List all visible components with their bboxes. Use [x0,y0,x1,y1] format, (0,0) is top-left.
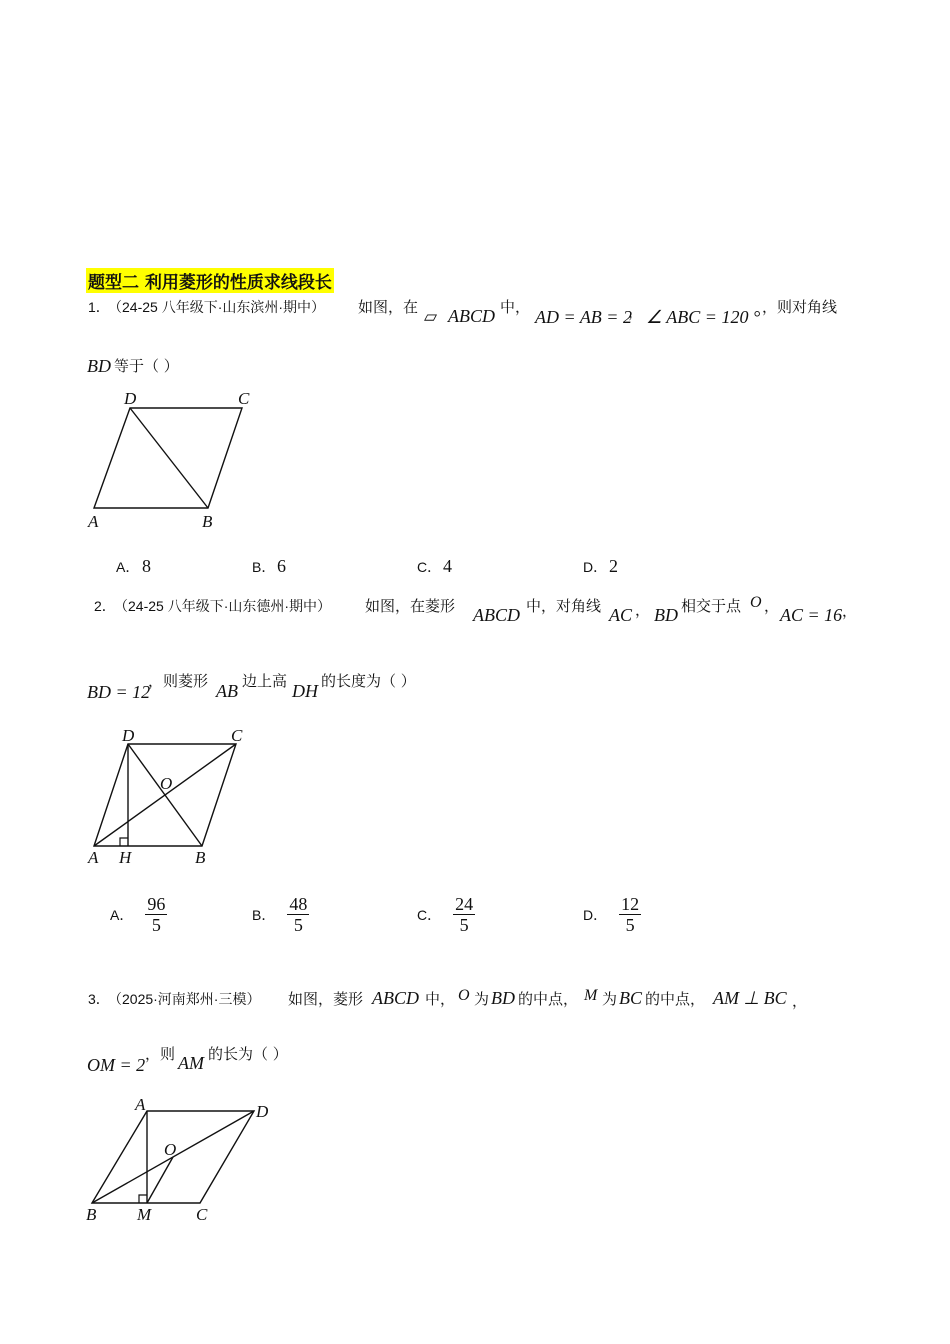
option-c-label[interactable]: C． [417,559,442,575]
label-D: D [124,389,137,408]
math-ac: AC [609,605,633,625]
label-B: B [195,848,206,867]
denominator: 5 [151,915,161,935]
numerator: 48 [289,894,308,914]
question-number: 1． [88,299,110,315]
math-abcd: ABCD [372,988,419,1008]
question-number: 2． [94,598,116,614]
math-perpendicular: AM ⊥ BC [713,988,787,1008]
math-abcd: ABCD [448,306,495,326]
option-d-label: D． [583,906,608,923]
label-A: A [88,848,99,867]
option-b-label: B． [252,906,276,923]
question-text: 等于（ ） [114,357,179,375]
label-D: D [122,726,135,745]
fraction [287,894,309,935]
option-d-label[interactable]: D． [583,559,608,575]
question-text: 中， [500,298,531,316]
question-text: 的中点， [645,990,706,1008]
question-text: 为 [474,990,490,1008]
option-c-label: C． [417,906,442,923]
question-text: 的长为（ ） [208,1045,288,1063]
fraction [145,894,167,935]
question-text: 的中点， [518,990,579,1008]
question-text: ，则对角线 [762,298,838,316]
numerator: 24 [455,894,474,914]
question-source: （24-25 八年级下·山东德州·期中） [114,598,332,614]
label-D: D [256,1102,269,1121]
question-text: 边上高 [242,672,288,690]
denominator: 5 [459,915,469,935]
label-M: M [137,1205,152,1224]
label-H: H [119,848,132,867]
parallelogram-symbol: ▱ [424,307,438,326]
option-c-value: 4 [443,556,452,576]
question-text: ， [635,601,651,619]
option-a-label[interactable]: A． [116,559,140,575]
math-m: M [584,987,598,1004]
question-number: 3． [88,991,110,1007]
option-d[interactable] [583,894,641,935]
question-text: 相交于点 [681,597,742,615]
numerator: 12 [621,894,640,914]
math-dh: DH [292,681,318,701]
question-text: ，则 [145,1045,176,1063]
label-A: A [88,512,99,531]
math-am: AM [178,1053,204,1073]
denominator: 5 [625,915,635,935]
math-equation: BD = 12 [87,682,151,702]
question-text: 如图，菱形 [288,990,364,1008]
math-equation: OM = 2 [87,1055,146,1075]
math-ab: AB [216,681,238,701]
label-B: B [202,512,213,531]
question-text: 中， [425,990,456,1008]
numerator: 96 [147,894,166,914]
option-b[interactable] [252,894,309,935]
label-C: C [238,389,250,408]
label-B: B [86,1205,97,1224]
figure-1 [84,386,264,534]
math-o: O [750,594,762,611]
figure-2 [84,722,264,870]
question-text: ， [764,597,780,615]
label-A: A [135,1095,146,1114]
label-C: C [196,1205,208,1224]
option-a-value: 8 [142,556,151,576]
question-source: （2025·河南郑州·三模） [108,991,261,1007]
denominator: 5 [293,915,303,935]
question-source: （24-25 八年级下·山东滨州·期中） [108,299,326,315]
math-bc: BC [619,988,643,1008]
option-d-value: 2 [609,556,618,576]
label-C: C [231,726,243,745]
option-a-label: A． [110,906,134,923]
math-bd: BD [654,605,678,625]
question-text: ， [628,303,644,321]
option-b-label[interactable]: B． [252,559,276,575]
math-equation: AD = AB = 2 [535,307,632,327]
option-b-value: 6 [277,556,286,576]
math-angle: ∠ ABC = 120 ° [646,307,761,327]
math-abcd: ABCD [473,605,520,625]
math-equation: AC = 16 [780,605,843,625]
option-c[interactable] [417,894,475,935]
question-text: 的长度为（ ） [321,672,416,690]
question-text: 为 [602,990,618,1008]
math-o: O [458,987,470,1004]
question-text: 中，对角线 [526,597,602,615]
figure-3 [80,1094,280,1228]
label-O: O [164,1140,177,1159]
label-O: O [160,774,173,793]
question-text: 如图，在 [358,298,419,316]
question-text: 如图，在菱形 [365,597,456,615]
section-heading: 题型二 利用菱形的性质求线段长 [86,268,334,293]
option-a[interactable] [110,894,167,935]
question-text: ，则菱形 [148,672,209,690]
math-bd: BD [87,356,111,376]
question-text: ， [792,992,808,1010]
fraction [453,894,475,935]
math-bd: BD [491,988,515,1008]
fraction [619,894,641,935]
question-text: ， [842,602,858,620]
